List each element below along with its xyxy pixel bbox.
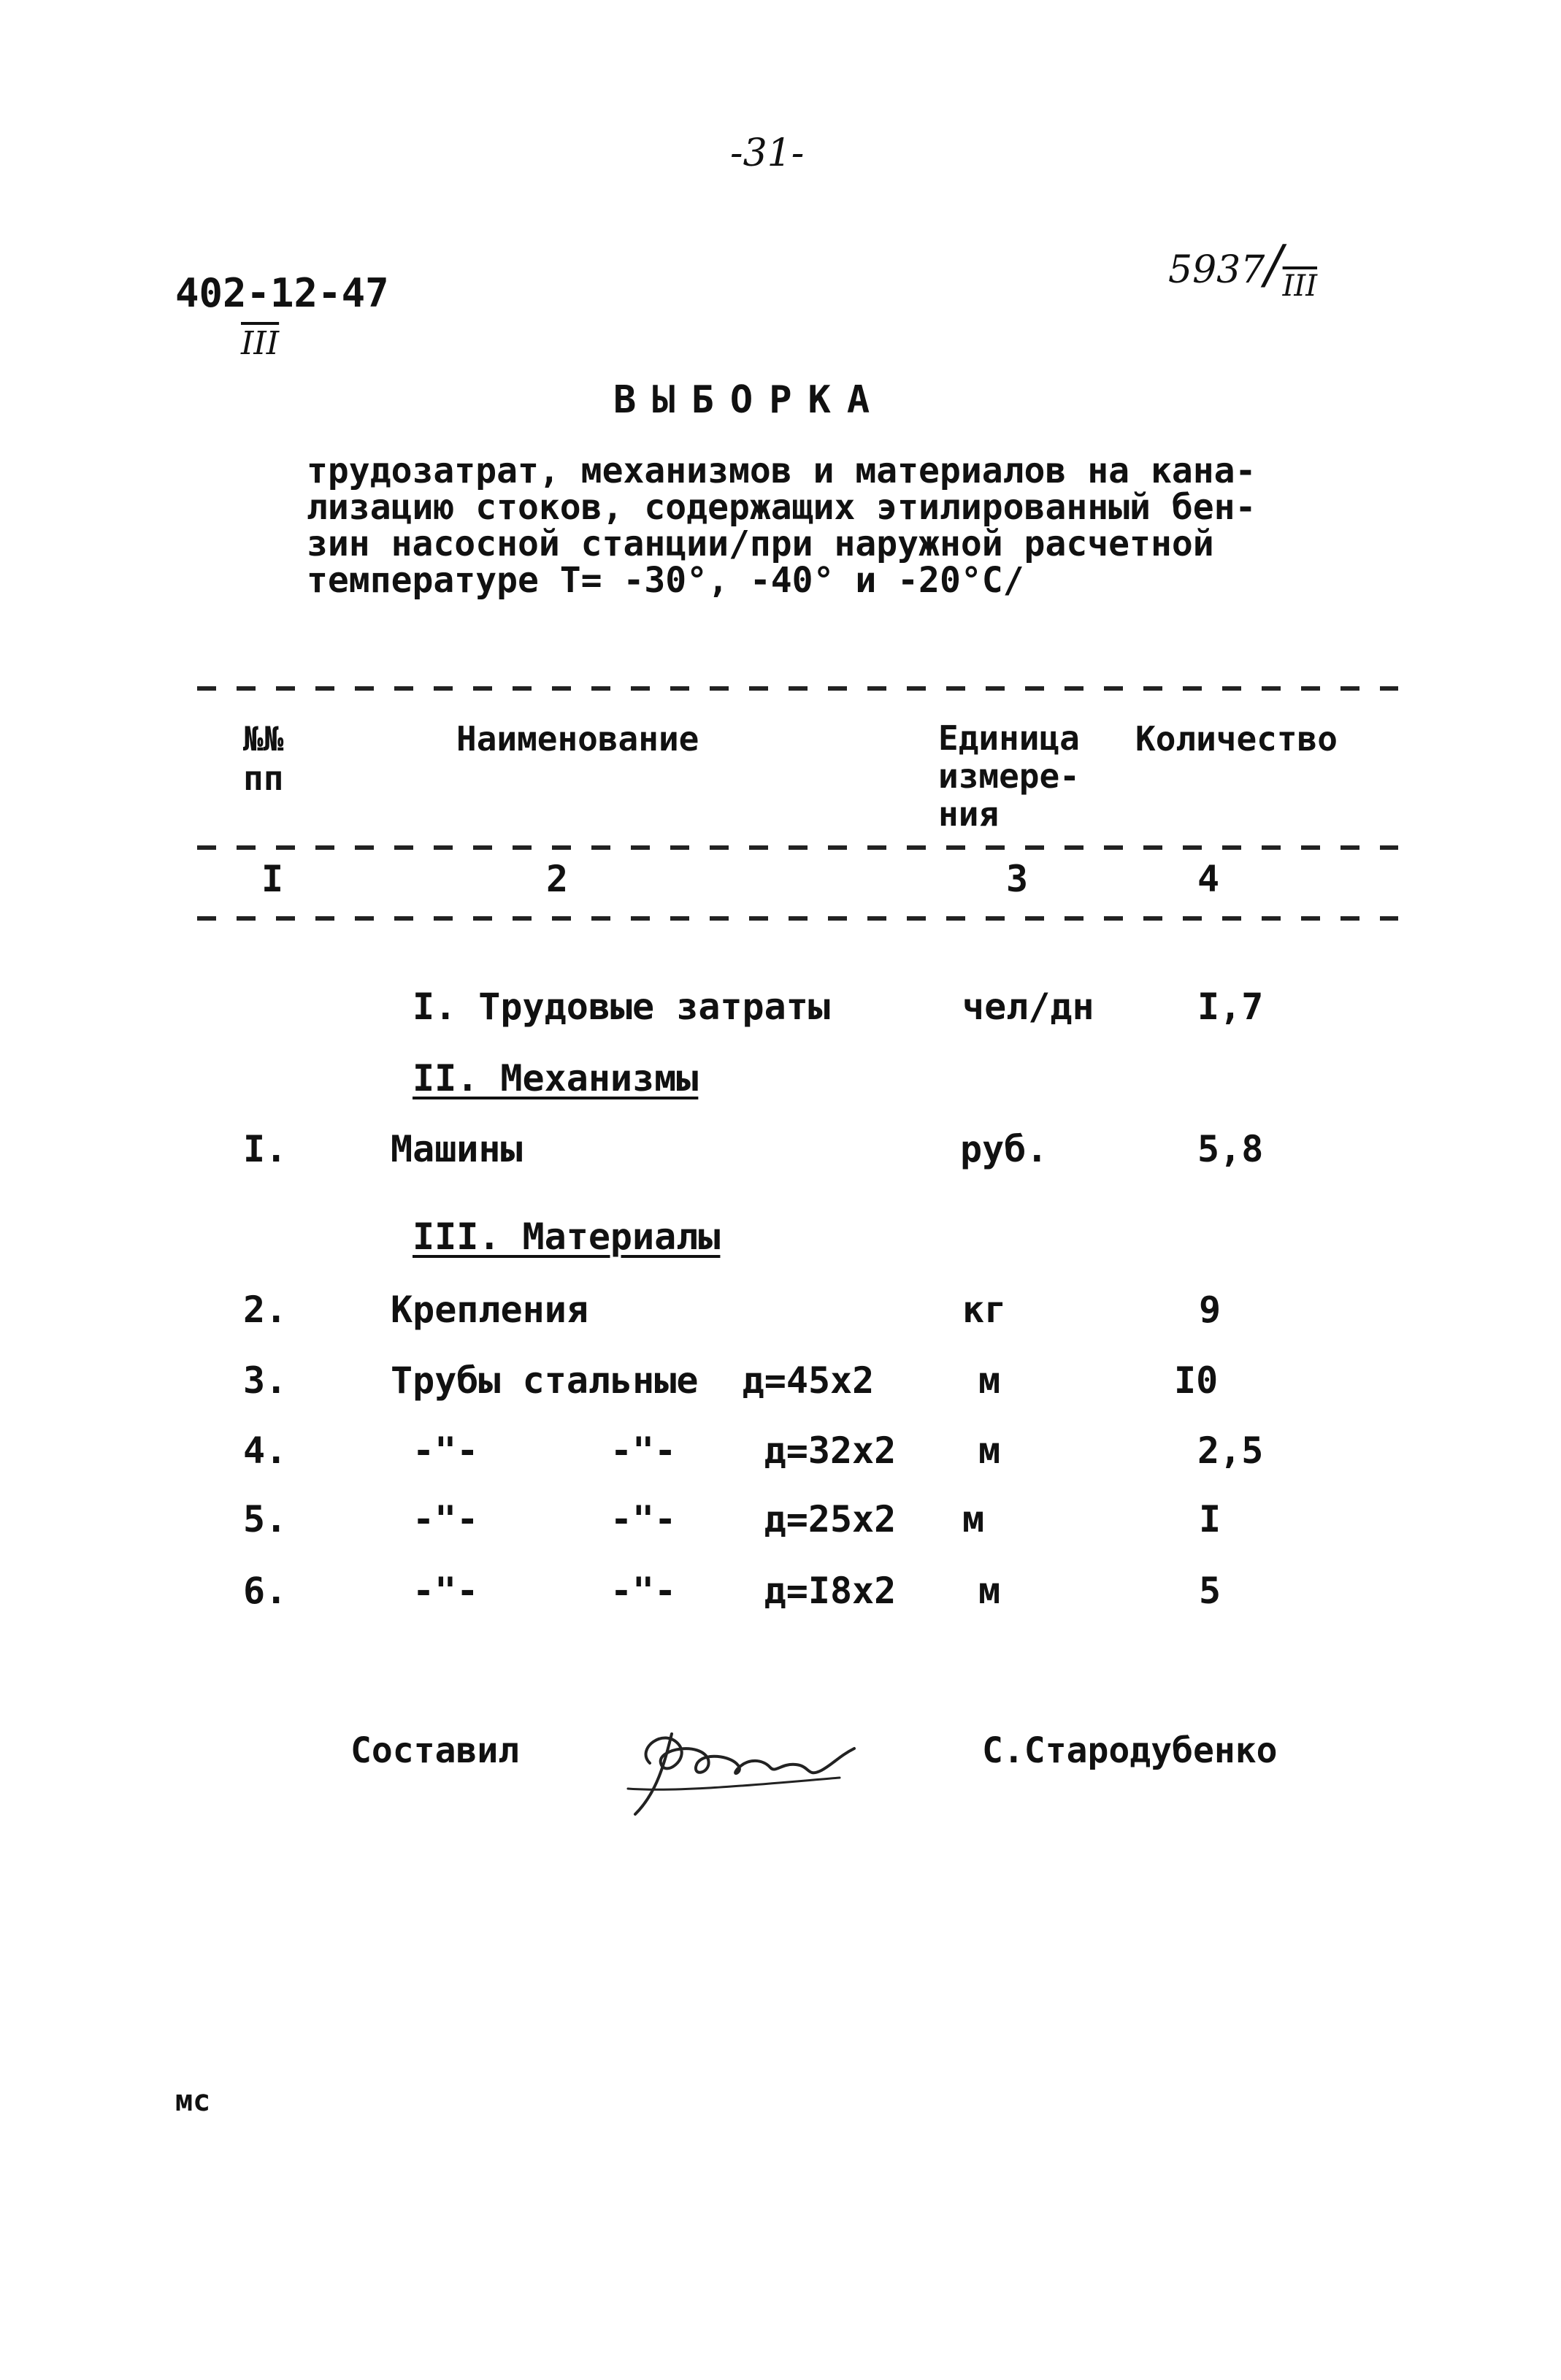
row-num: I. [243, 1128, 288, 1170]
row-name: Машины [391, 1128, 523, 1170]
row-qty: I [1199, 1498, 1221, 1540]
row-qty: I0 [1174, 1359, 1219, 1402]
header-num-line: №№ [243, 719, 284, 759]
row-unit: кг [962, 1289, 1007, 1331]
row-name: -"- -"- д=32х2 [413, 1429, 897, 1472]
row-name: -"- -"- д=I8х2 [413, 1570, 897, 1612]
row-qty: 5 [1199, 1570, 1221, 1612]
column-number: 2 [546, 858, 569, 900]
row-qty: 5,8 [1197, 1128, 1264, 1170]
row-unit: м [978, 1429, 1001, 1472]
document-code: 402-12-47 [175, 270, 389, 316]
row-name: Трубы стальные д=45х2 [391, 1359, 875, 1402]
row-num: 2. [243, 1289, 288, 1331]
header-bottom-rule [197, 845, 1398, 850]
subtitle-line: зин насосной станции/при наружной расчетной [307, 523, 1214, 564]
subtitle [307, 450, 1257, 601]
header-name: Наименование [456, 719, 699, 759]
header-unit-line: ния [938, 794, 1000, 834]
column-number: 4 [1197, 858, 1220, 900]
subtitle-line: лизацию стоков, содержащих этилированный бен- [307, 487, 1257, 528]
table-top-rule [197, 686, 1398, 691]
compiled-label: Составил [350, 1730, 520, 1771]
numbers-bottom-rule [197, 916, 1398, 921]
page-number: -31- [730, 131, 805, 175]
sheet-number: $5937/_{\overline{III}}$ [1168, 234, 1318, 303]
subtitle-line: температуре Т= -30°, -40° и -20°С/ [307, 560, 1024, 601]
row-num: 6. [243, 1570, 288, 1612]
section-heading: III. Материалы [413, 1216, 721, 1258]
row-name: I. Трудовые затраты [413, 986, 830, 1028]
row-unit: м [978, 1570, 1001, 1612]
signer-name: С.Стародубенко [982, 1730, 1278, 1771]
column-number: 3 [1006, 858, 1029, 900]
row-qty: 9 [1199, 1289, 1221, 1331]
document-title: ВЫБОРКА [613, 378, 886, 422]
sheet-number-value: 5937 [1168, 248, 1265, 292]
typist-mark: мс [175, 2084, 211, 2118]
document-code-sub: $\overline{III}$ [241, 325, 280, 362]
row-unit: руб. [960, 1128, 1048, 1170]
row-unit: м [962, 1498, 985, 1540]
row-num: 5. [243, 1498, 288, 1540]
header-unit-line: измере- [938, 756, 1080, 796]
sheet-number-suffix: III [1282, 269, 1318, 303]
row-qty: 2,5 [1197, 1429, 1264, 1472]
row-name: Крепления [391, 1289, 588, 1331]
row-qty: I,7 [1197, 986, 1264, 1028]
row-name: -"- -"- д=25х2 [413, 1498, 897, 1540]
column-number: I [261, 858, 284, 900]
row-num: 4. [243, 1429, 288, 1472]
signature [621, 1719, 862, 1822]
row-num: 3. [243, 1359, 288, 1402]
row-unit: м [978, 1359, 1001, 1402]
subtitle-line: трудозатрат, механизмов и материалов на кана- [307, 450, 1257, 491]
row-unit: чел/дн [962, 986, 1094, 1028]
header-unit-line: Единица [938, 718, 1080, 758]
header-unit [938, 719, 1080, 833]
header-qty: Количество [1135, 719, 1338, 759]
header-num-line: пп [243, 759, 284, 798]
header-num [243, 719, 283, 798]
section-heading: II. Механизмы [413, 1057, 699, 1099]
